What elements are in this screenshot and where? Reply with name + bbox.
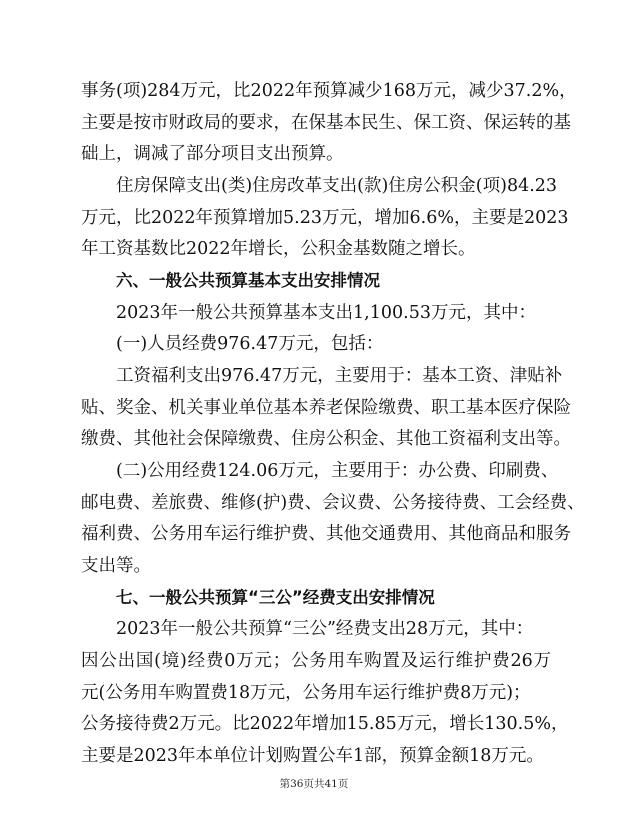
section-heading: 七、一般公共预算“三公”经费支出安排情况 <box>116 588 435 607</box>
paragraph-line: 2023年一般公共预算基本支出1,100.53万元，其中： <box>116 303 536 323</box>
paragraph-line: 缴费、其他社会保障缴费、住房公积金、其他工资福利支出等。 <box>81 429 571 449</box>
paragraph-line: 础上，调减了部分项目支出预算。 <box>81 144 344 164</box>
paragraph-line: 工资福利支出976.47万元，主要用于：基本工资、津贴补 <box>116 366 563 386</box>
paragraph-line: 因公出国(境)经费0万元；公务用车购置及运行维护费26万 <box>81 651 551 671</box>
paragraph-line: 主要是2023年本单位计划购置公车1部，预算金额18万元。 <box>81 746 544 766</box>
paragraph-line: 年工资基数比2022年增长，公积金基数随之增长。 <box>81 239 476 259</box>
paragraph-line: 公务接待费2万元。比2022年增加15.85万元，增长130.5%， <box>81 714 569 734</box>
paragraph-line: (一)人员经费976.47万元，包括： <box>116 334 384 354</box>
paragraph-line: 支出等。 <box>81 556 151 576</box>
paragraph-line: 福利费、公务用车运行维护费、其他交通费用、其他商品和服务 <box>81 524 571 544</box>
paragraph-line: 邮电费、差旅费、维修(护)费、会议费、公务接待费、工会经费、 <box>81 493 585 513</box>
paragraph-line: 万元，比2022年预算增加5.23万元，增加6.6%，主要是2023 <box>81 208 569 228</box>
paragraph-line: 贴、奖金、机关事业单位基本养老保险缴费、职工基本医疗保险 <box>81 398 571 418</box>
paragraph-line: 2023年一般公共预算“三公”经费支出28万元，其中： <box>116 619 534 639</box>
paragraph-line: 元(公务用车购置费18万元，公务用车运行维护费8万元)； <box>81 683 531 703</box>
page-footer: 第36页共41页 <box>279 778 349 790</box>
paragraph-line: (二)公用经费124.06万元，主要用于：办公费、印刷费、 <box>116 461 559 481</box>
section-heading: 六、一般公共预算基本支出安排情况 <box>116 271 380 290</box>
paragraph-line: 住房保障支出(类)住房改革支出(款)住房公积金(项)84.23 <box>116 176 558 196</box>
paragraph-line: 主要是按市财政局的要求，在保基本民生、保工资、保运转的基 <box>81 113 571 133</box>
paragraph-line: 事务(项)284万元，比2022年预算减少168万元，减少37.2%， <box>81 81 577 101</box>
